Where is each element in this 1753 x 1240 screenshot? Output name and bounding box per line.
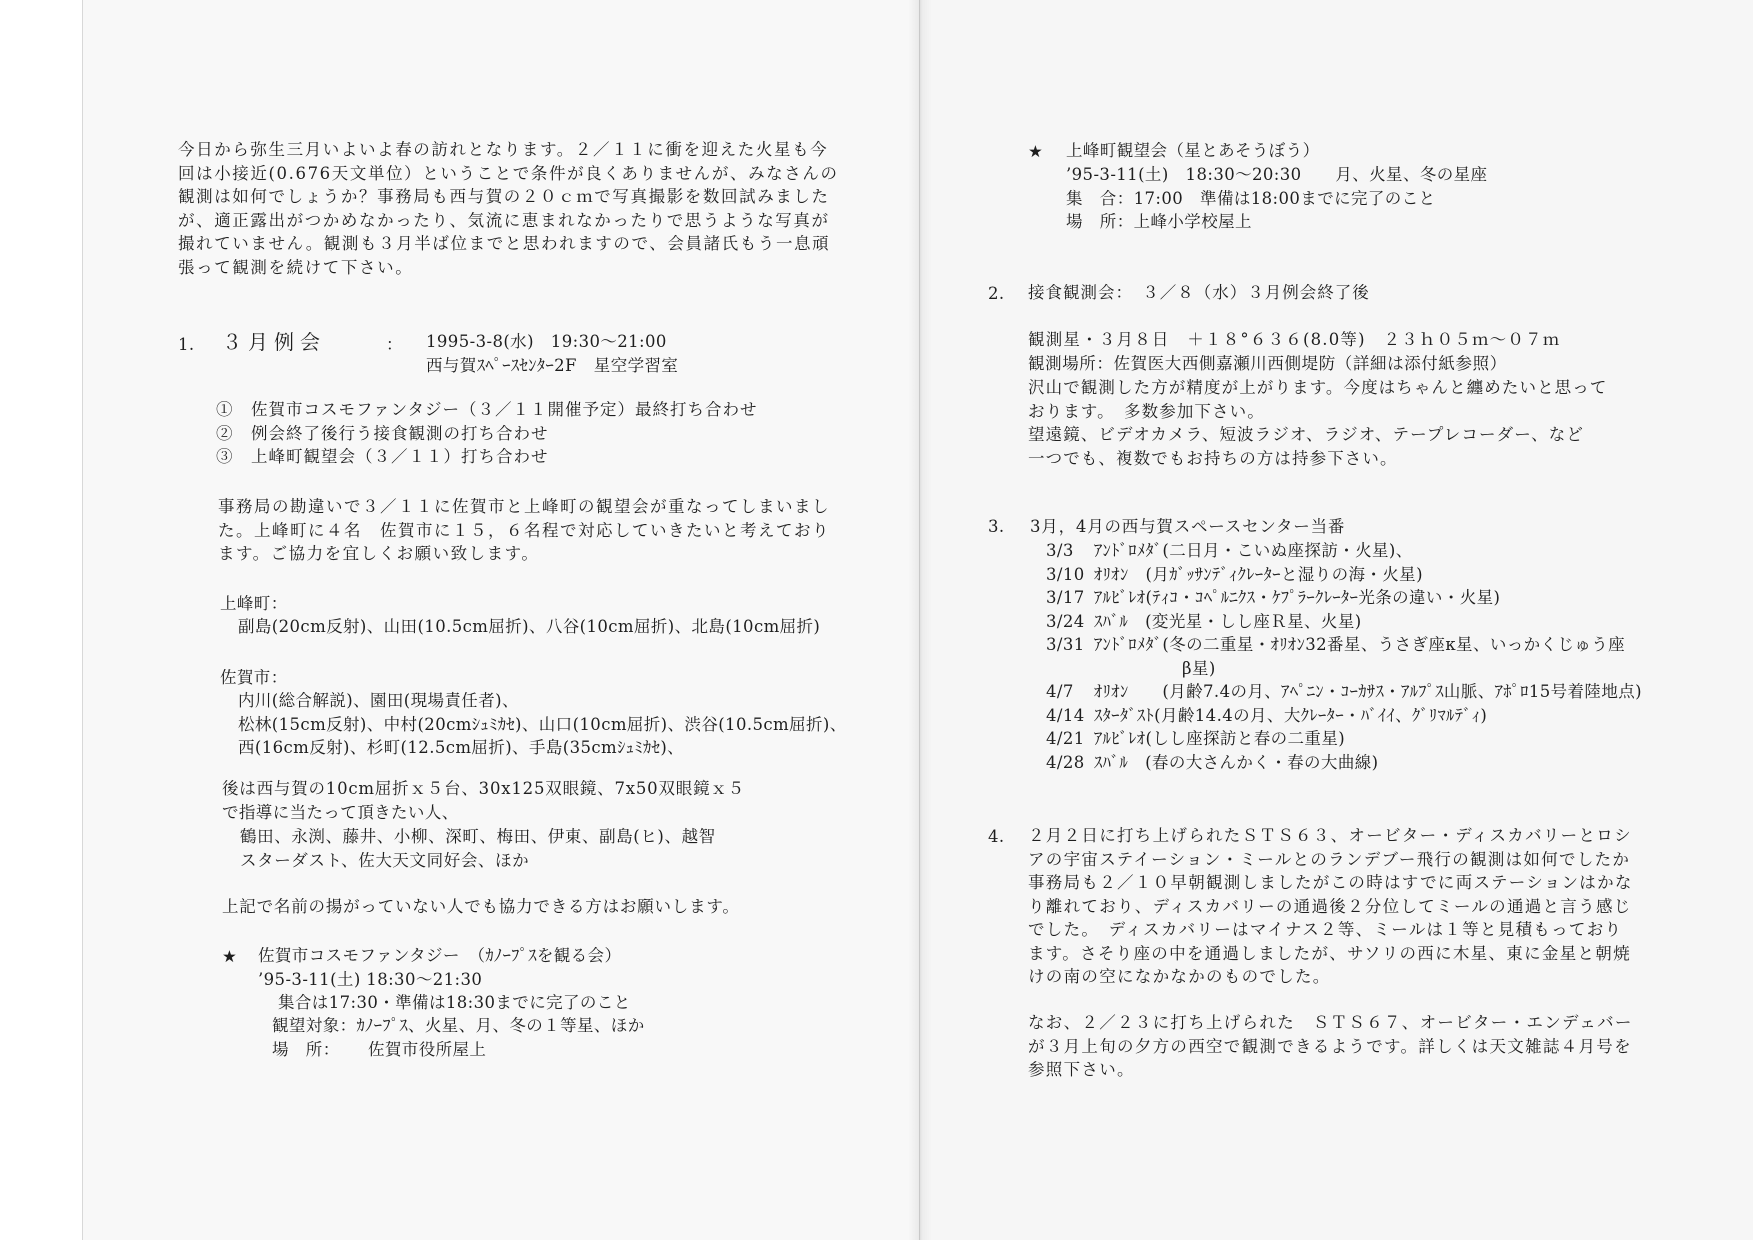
agenda-item: ① 佐賀市コスモファンタジー（３／１１開催予定）最終打ち合わせ: [216, 400, 758, 419]
occultation-body: [1028, 376, 1607, 470]
roster-date: 3/31: [1046, 635, 1085, 654]
roster-text: ｱﾙﾋﾞﾚｵ(しし座探訪と春の二重星): [1094, 729, 1346, 748]
notice-line: た。上峰町に４名 佐賀市に１５，６名程で対応していきたいと考えており: [218, 520, 830, 540]
intro-line: 観測は如何でしょうか？事務局も西与賀の２０ｃｍで写真撮影を数回試みました: [178, 187, 830, 206]
section-4-line: なお、２／２３に打ち上げられた ＳＴＳ６７、オービター・エンデェバー: [1028, 1013, 1633, 1032]
body-line: 望遠鏡、ビデオカメラ、短波ラジオ、ラジオ、テープレコーダー、など: [1028, 425, 1584, 444]
roster-date: 3/17: [1046, 588, 1085, 607]
roster-date: 4/28: [1046, 752, 1085, 772]
roster-row: [1046, 727, 1686, 751]
roster-date: 4/14: [1046, 705, 1085, 725]
star-bullet: ★: [222, 947, 238, 966]
equipment-line: 後は西与賀の10cm屈折ｘ５台、30x125双眼鏡、7x50双眼鏡ｘ５: [222, 779, 745, 798]
roster-text: ｵﾘｵﾝ (月ｶﾞｯｻﾝﾃﾞｨｸﾚｰﾀｰと湿りの海・火星): [1094, 564, 1423, 584]
guidance-line: で指導に当たって頂きたい人、: [222, 803, 459, 822]
roster-row: [1046, 539, 1686, 563]
roster-date: 4/21: [1046, 729, 1085, 748]
schedule-notice: [218, 495, 830, 566]
section-4-paragraph-2: [1028, 1011, 1633, 1082]
roster-text: ｵﾘｵﾝ (月齢7.4の月、ｱﾍﾟﾆﾝ・ｺｰｶｻｽ・ｱﾙﾌﾟｽ山脈、ｱﾎﾟﾛ15号着陸地点): [1094, 682, 1642, 701]
roster-text: ｱﾝﾄﾞﾛﾒﾀﾞ(二日月・こいぬ座探訪・火星)、: [1094, 541, 1413, 560]
roster-date: 4/7: [1046, 682, 1074, 701]
section-2-number: 2.: [988, 284, 1005, 303]
duty-roster: [1046, 539, 1686, 774]
roster-row: [1046, 704, 1686, 728]
roster-date: 3/24: [1046, 611, 1085, 631]
roster-text: ｽﾊﾞﾙ (変光星・しし座Ｒ星、火星): [1094, 611, 1362, 631]
notice-line: 事務局の勘違いで３／１１に佐賀市と上峰町の観望会が重なってしまいまし: [218, 497, 830, 516]
section-4-line: ２月２日に打ち上げられたＳＴＳ６３、オービター・ディスカバリーとロシ: [1028, 826, 1632, 845]
section-1-colon: ：: [386, 335, 403, 354]
intro-line: 撮れていません。観測も３月半ば位までと思われますので、会員諸氏もう一息頑: [178, 234, 831, 253]
saga-member-line: 内川(総合解説)、園田(現場責任者)、: [238, 691, 519, 710]
kamimine-event-meet: 集 合：17:00 準備は18:00までに完了のこと: [1066, 189, 1436, 208]
help-line: 上記で名前の揚がっていない人でも協力できる方はお願いします。: [222, 897, 740, 916]
section-2-title: 接食観測会： ３／８（水）３月例会終了後: [1028, 283, 1370, 302]
meeting-venue: 西与賀ｽﾍﾟｰｽｾﾝﾀｰ2F 星空学習室: [426, 356, 679, 375]
section-4-line: 事務局も２／１０早朝観測しましたがこの時はすでに両ステーションはかな: [1028, 873, 1633, 892]
section-4-line: アの宇宙ステイーション・ミールとのランデブー飛行の観測は如何でしたか: [1028, 849, 1631, 869]
section-1-number: 1.: [178, 335, 195, 354]
intro-line: 張って観測を続けて下さい。: [178, 257, 414, 277]
section-3-number: 3.: [988, 517, 1005, 536]
section-4-line: ます。さそり座の中を通過しましたが、サソリの西に木星、東に金星と朝焼: [1028, 943, 1631, 963]
event-place-label: 場 所：: [272, 1040, 340, 1059]
roster-text: ｱﾙﾋﾞﾚｵ(ﾃｨｺ・ｺﾍﾟﾙﾆｸｽ・ｹﾌﾟﾗｰｸﾚｰﾀｰ光条の違い・火星): [1094, 588, 1501, 607]
saga-members: [238, 689, 847, 760]
section-4-line: が３月上旬の夕方の西空で観測できるようです。詳しくは天文雑誌４月号を: [1028, 1036, 1632, 1056]
body-line: 沢山で観測した方が精度が上がります。今度はちゃんと纏めたいと思って: [1028, 378, 1608, 397]
roster-row: [1046, 751, 1686, 775]
roster-text: ｱﾝﾄﾞﾛﾒﾀﾞ(冬の二重星・ｵﾘｵﾝ32番星、うさぎ座κ星、いっかくじゅう座: [1094, 635, 1626, 654]
event-place: 佐賀市役所屋上: [368, 1040, 487, 1059]
occultation-star: 観測星・３月８日 ＋１８°６３６(8.0等) ２３ｈ０５ｍ〜０７ｍ: [1028, 330, 1561, 349]
event-targets: 観望対象：ｶﾉｰﾌﾟｽ、火星、月、冬の１等星、ほか: [272, 1016, 645, 1035]
intro-line: が、適正露出がつかめなかったり、気流に恵まれなかったりで思うような写真が: [178, 210, 830, 230]
saga-member-line: 西(16cm反射)、杉町(12.5cm屈折)、手島(35cmｼｭﾐｶｾ)、: [238, 738, 685, 757]
section-4-line: けの南の空になかなかのものでした。: [1028, 967, 1331, 986]
roster-date: 3/10: [1046, 564, 1085, 584]
kamimine-label: 上峰町：: [220, 594, 288, 613]
roster-text: β星): [1182, 658, 1216, 678]
section-4-number: 4.: [988, 827, 1005, 846]
section-4-line: り離れており、ディスカバリーの通過後２分位してミールの通過と言う感じ: [1028, 896, 1632, 916]
event-date: ’95-3-11(土) 18:30〜21:30: [258, 970, 483, 989]
star-bullet: ★: [1028, 142, 1044, 161]
roster-row: [1046, 680, 1686, 704]
section-4-line: でした。 ディスカバリーはマイナス２等、ミールは１等と見積もっており: [1028, 920, 1623, 939]
kamimine-event-title: 上峰町観望会（星とあそうぼう）: [1066, 141, 1320, 160]
fold-line: [919, 0, 920, 1240]
section-4-paragraph-1: [1028, 824, 1633, 989]
roster-row: [1046, 586, 1686, 610]
agenda-item: ② 例会終了後行う接食観測の打ち合わせ: [216, 423, 549, 443]
event-meet: 集合は17:30・準備は18:30までに完了のこと: [278, 993, 631, 1012]
kamimine-members: 副島(20cm反射)、山田(10.5cm屈折)、八谷(10cm屈折)、北島(10cm屈折): [238, 617, 821, 636]
body-line: 一つでも、複数でもお持ちの方は持参下さい。: [1028, 448, 1398, 468]
agenda-item: ③ 上峰町観望会（３／１１）打ち合わせ: [216, 447, 549, 466]
saga-member-line: 松林(15cm反射)、中村(20cmｼｭﾐｶｾ)、山口(10cm屈折)、渋谷(10.5cm屈折)、: [238, 714, 847, 734]
roster-row: [1046, 657, 1686, 681]
intro-line: 回は小接近(0.676天文単位）ということで条件が良くありませんが、みなさんの: [178, 163, 839, 183]
page-fold: [908, 0, 932, 1240]
roster-text: ｽﾀｰﾀﾞｽﾄ(月齢14.4の月、大ｸﾚｰﾀｰ・ﾊﾞｲｲ、ｸﾞﾘﾏﾙﾃﾞｨ): [1094, 705, 1488, 725]
roster-row: [1046, 563, 1686, 587]
occultation-site: 観測場所：佐賀医大西側嘉瀬川西側堤防（詳細は添付紙参照）: [1028, 354, 1507, 373]
intro-line: 今日から弥生三月いよいよ春の訪れとなります。２／１１に衝を迎えた火星も今: [178, 140, 829, 159]
saga-label: 佐賀市：: [220, 668, 288, 687]
section-3-title: 3月，4月の西与賀スペースセンター当番: [1030, 517, 1346, 536]
roster-row: [1046, 633, 1686, 657]
guidance-member-line: 鶴田、永渕、藤井、小柳、深町、梅田、伊東、副島(ヒ)、越智: [240, 827, 716, 846]
roster-text: ｽﾊﾞﾙ (春の大さんかく・春の大曲線): [1094, 752, 1379, 772]
agenda-list: [216, 398, 758, 469]
section-1-title: ３月例会: [222, 330, 326, 354]
body-line: おります。 多数参加下さい。: [1028, 401, 1265, 421]
kamimine-event-place: 場 所：上峰小学校屋上: [1066, 212, 1252, 231]
roster-row: [1046, 610, 1686, 634]
event-title: 佐賀市コスモファンタジー （ｶﾉｰﾌﾟｽを観る会）: [258, 946, 622, 965]
kamimine-event-date: ’95-3-11(土) 18:30〜20:30 月、火星、冬の星座: [1066, 165, 1488, 184]
meeting-datetime: 1995-3-8(水) 19:30〜21:00: [426, 332, 667, 351]
intro-paragraph: [178, 138, 839, 279]
section-4-line: 参照下さい。: [1028, 1060, 1135, 1079]
guidance-member-line: スターダスト、佐大天文同好会、ほか: [240, 850, 530, 870]
guidance-members: [240, 825, 716, 872]
notice-line: ます。ご協力を宜しくお願い致します。: [218, 544, 540, 563]
roster-date: 3/3: [1046, 541, 1074, 560]
